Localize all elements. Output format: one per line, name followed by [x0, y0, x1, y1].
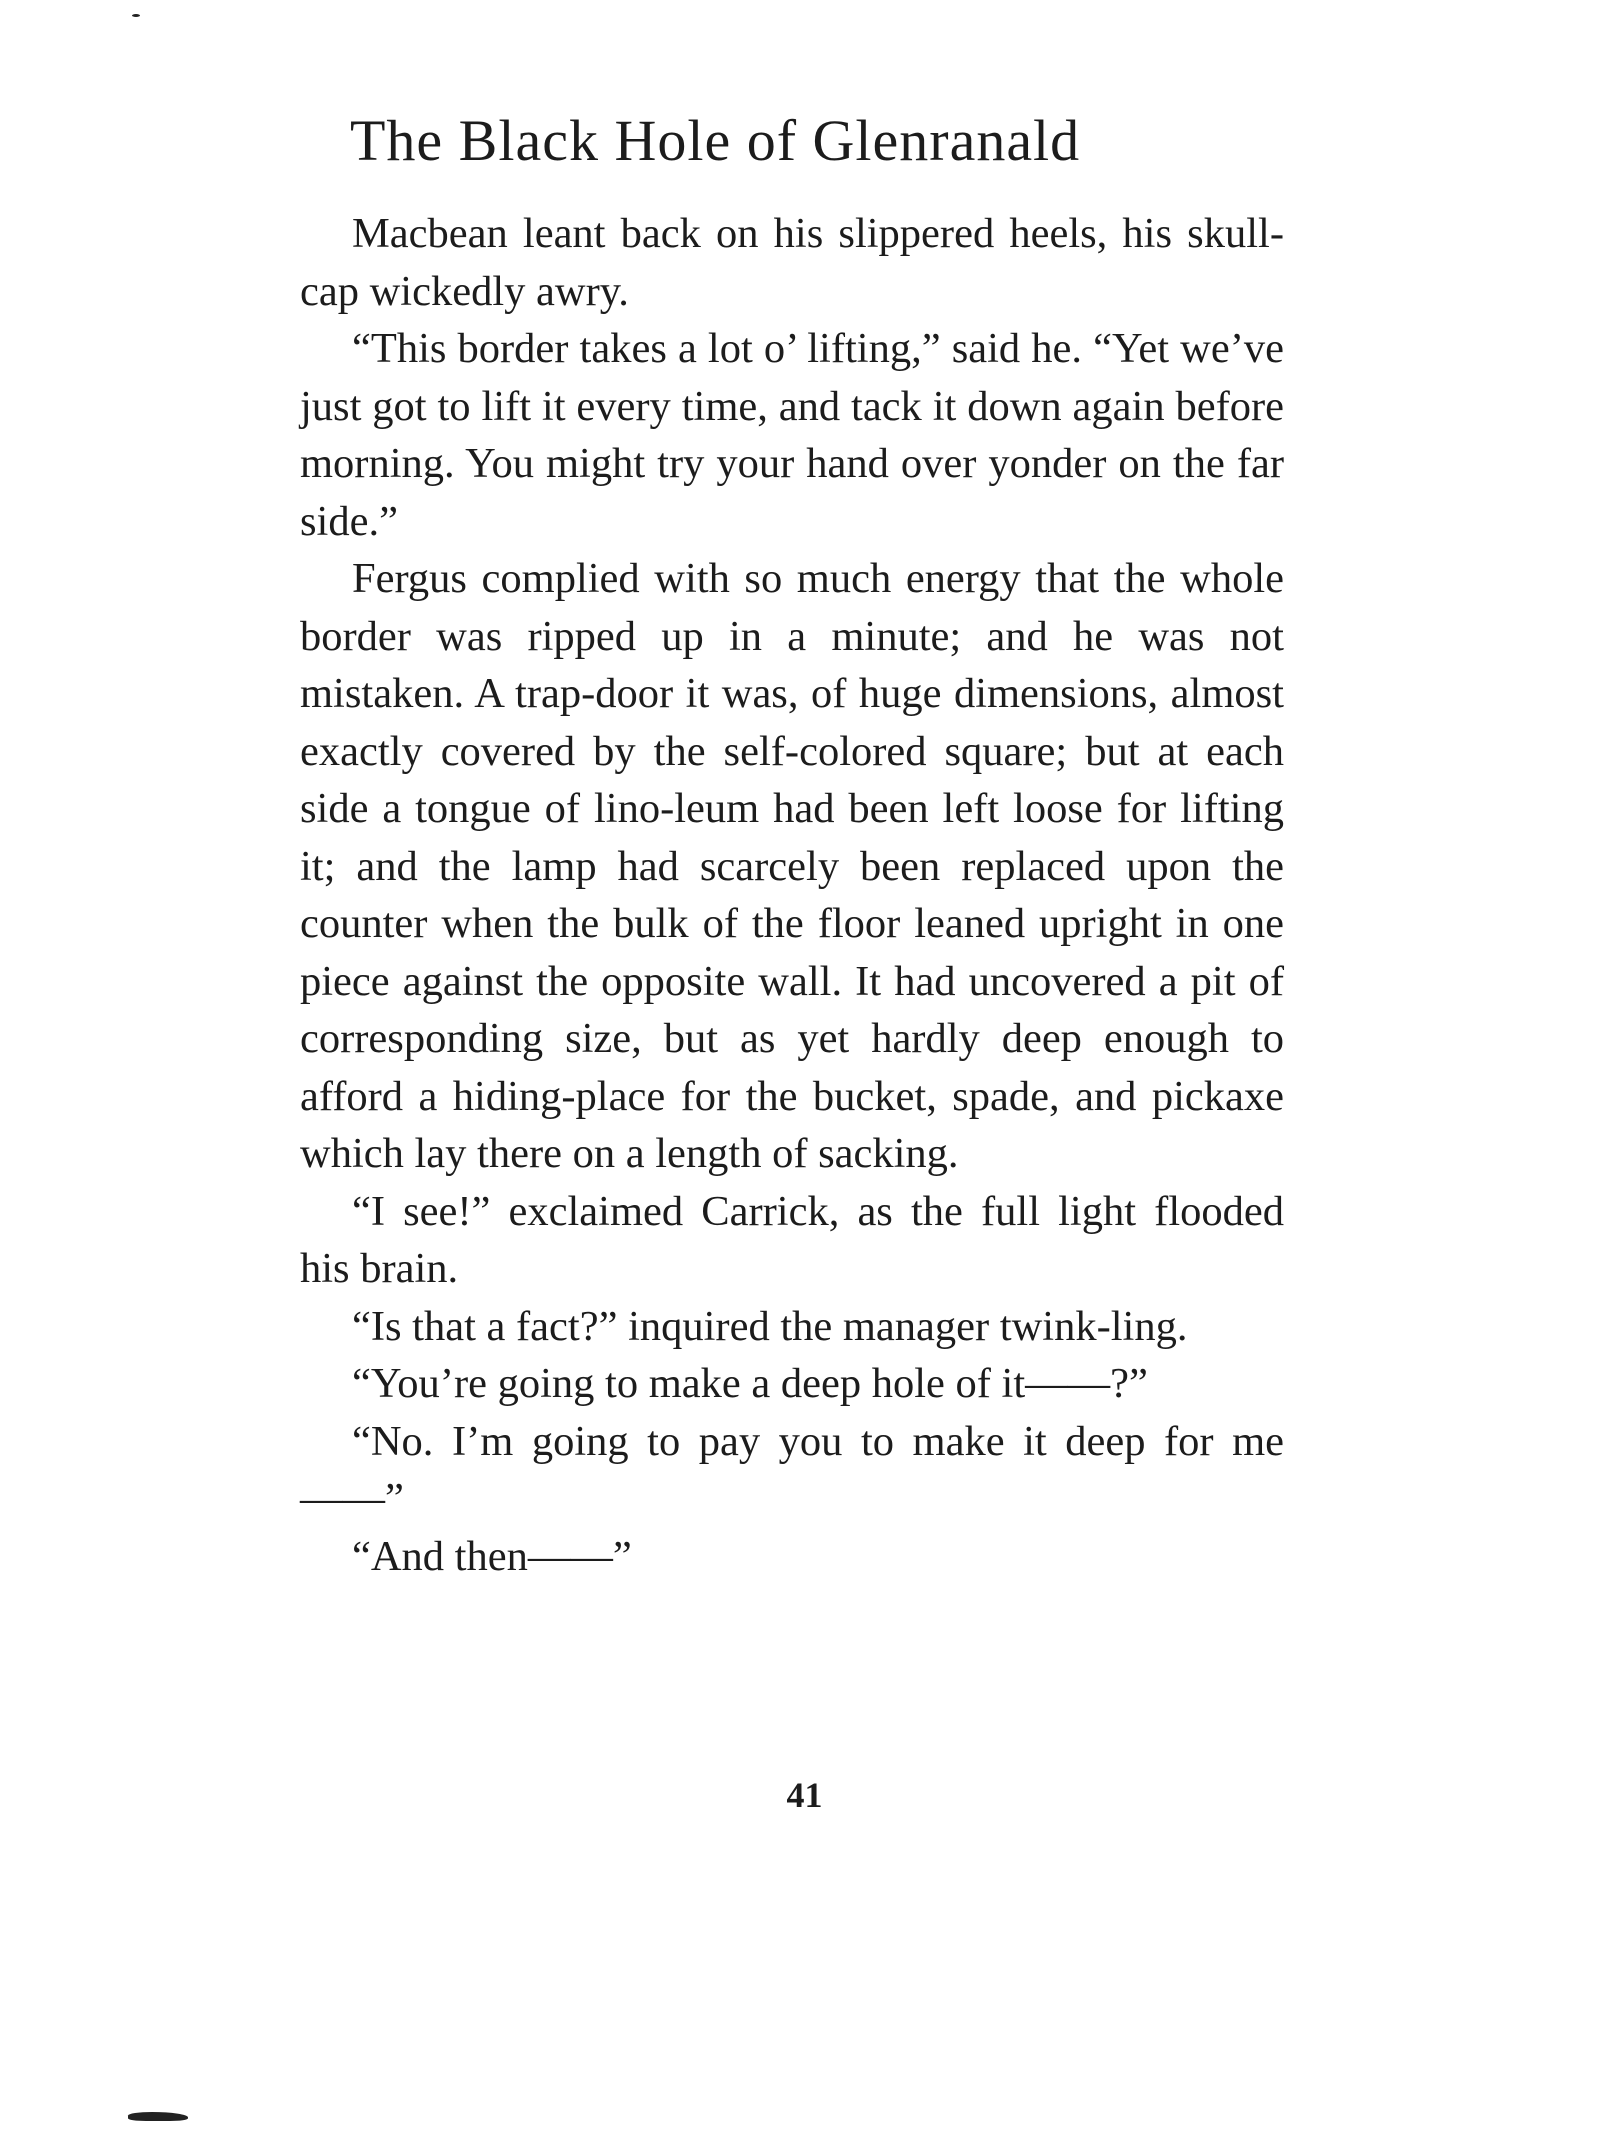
- ink-speck: [132, 14, 140, 17]
- paragraph: Fergus complied with so much energy that the whole border was ripped up in a minute; and he was not mistaken. A trap-door it was, of huge dimensions, almost exactly covered by the self-colored square; but at each side a tongue of lino-leum had been left loose for lifting it; and the lamp had scarcely been replaced upon the counter when the bulk of the floor leaned upright in one piece against the opposite wall. It had uncovered a pit of corresponding size, but as yet hardly deep enough to afford a hiding-place for the bucket, spade, and pickaxe which lay there on a length of sacking.: [300, 555, 1284, 1177]
- page-number: 41: [786, 1775, 823, 1815]
- body-text: [300, 205, 1284, 1585]
- paragraph: “I see!” exclaimed Carrick, as the full light flooded his brain.: [300, 1187, 1284, 1292]
- paragraph: “You’re going to make a deep hole of it——?”: [352, 1360, 1148, 1407]
- paragraph: Macbean leant back on his slippered heels, his skull-cap wickedly awry.: [300, 210, 1284, 315]
- paragraph: “And then——”: [352, 1532, 632, 1580]
- paragraph: “No. I’m going to pay you to make it deep for me——”: [300, 1417, 1284, 1522]
- paragraph: “This border takes a lot o’ lifting,” said he. “Yet we’ve just got to lift it every time, and tack it down again before morning. You might try your hand over yonder on the far side.”: [300, 325, 1284, 545]
- paragraph: “Is that a fact?” inquired the manager twink-ling.: [352, 1302, 1188, 1350]
- running-head: The Black Hole of Glenranald: [350, 108, 1081, 173]
- ink-blot: [128, 2112, 188, 2121]
